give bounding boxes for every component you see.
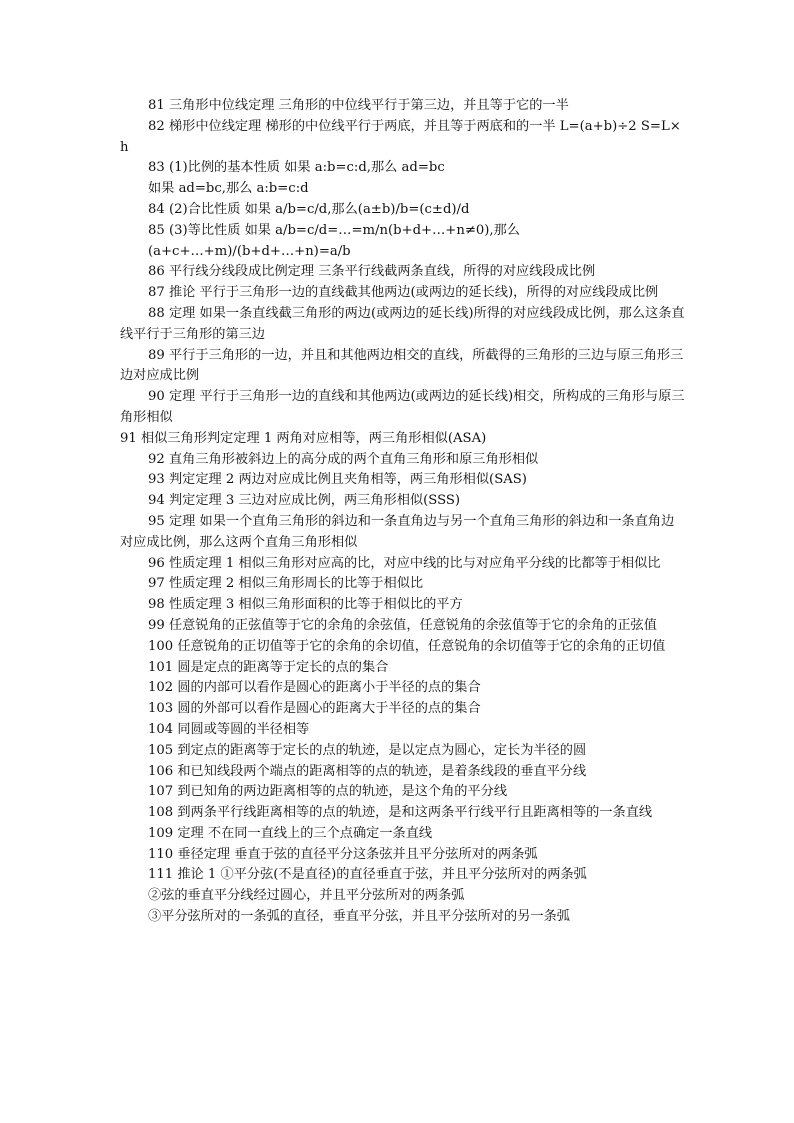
theorem-paragraph: 92 直角三角形被斜边上的高分成的两个直角三角形和原三角形相似	[148, 451, 539, 467]
theorem-paragraph: 94 判定定理 3 三边对应成比例，两三角形相似(SSS)	[148, 493, 461, 509]
theorem-paragraph: 109 定理 不在同一直线上的三个点确定一条直线	[148, 825, 433, 841]
theorem-paragraph: 95 定理 如果一个直角三角形的斜边和一条直角边与另一个直角三角形的斜边和一条直角边对应成比例，那么这两个直角三角形相似	[120, 513, 675, 550]
theorem-paragraph: 104 同圆或等圆的半径相等	[148, 721, 310, 737]
theorem-paragraph: ③平分弦所对的一条弧的直径，垂直平分弦，并且平分弦所对的另一条弧	[148, 909, 570, 925]
theorem-paragraph: 90 定理 平行于三角形一边的直线和其他两边(或两边的延长线)相交，所构成的三角形与原三角形相似	[120, 389, 685, 425]
theorem-paragraph: 96 性质定理 1 相似三角形对应高的比，对应中线的比与对应角平分线的比都等于相似比	[148, 555, 661, 571]
theorem-paragraph: (a+c+…+m)/(b+d+…+n)=a/b	[148, 243, 351, 259]
theorem-paragraph: 102 圆的内部可以看作是圆心的距离小于半径的点的集合	[148, 680, 481, 696]
theorem-paragraph: 89 平行于三角形的一边，并且和其他两边相交的直线，所截得的三角形的三边与原三角形三边对应成比例	[120, 347, 684, 384]
theorem-paragraph: 110 垂径定理 垂直于弦的直径平分这条弦并且平分弦所对的两条弧	[148, 846, 538, 862]
theorem-paragraph: 101 圆是定点的距离等于定长的点的集合	[148, 659, 389, 675]
theorem-paragraph: 86 平行线分线段成比例定理 三条平行线截两条直线，所得的对应线段成比例	[148, 264, 596, 280]
theorem-paragraph: 82 梯形中位线定理 梯形的中位线平行于两底，并且等于两底和的一半 L=(a+b)÷2 S=L×h	[120, 118, 681, 155]
theorem-paragraph: 83 (1)比例的基本性质 如果 a:b=c:d,那么 ad=bc	[148, 160, 445, 176]
theorem-paragraph: 87 推论 平行于三角形一边的直线截其他两边(或两边的延长线)，所得的对应线段成比例	[148, 285, 659, 301]
theorem-paragraph: 103 圆的外部可以看作是圆心的距离大于半径的点的集合	[148, 701, 481, 717]
theorem-paragraph: 85 (3)等比性质 如果 a/b=c/d=…=m/n(b+d+…+n≠0),那么	[148, 222, 520, 238]
document-page	[120, 96, 686, 928]
theorem-paragraph: 106 和已知线段两个端点的距离相等的点的轨迹，是着条线段的垂直平分线	[148, 763, 587, 779]
theorem-paragraph: 111 推论 1 ①平分弦(不是直径)的直径垂直于弦，并且平分弦所对的两条弧	[148, 867, 587, 883]
theorem-paragraph: 如果 ad=bc,那么 a:b=c:d	[148, 181, 309, 197]
theorem-paragraph: 91 相似三角形判定定理 1 两角对应相等，两三角形相似(ASA)	[120, 430, 487, 446]
theorem-paragraph: 107 到已知角的两边距离相等的点的轨迹，是这个角的平分线	[148, 784, 508, 800]
theorem-paragraph: 100 任意锐角的正切值等于它的余角的余切值，任意锐角的余切值等于它的余角的正切值	[148, 638, 666, 654]
theorem-paragraph: 108 到两条平行线距离相等的点的轨迹，是和这两条平行线平行且距离相等的一条直线	[148, 805, 653, 821]
theorem-paragraph: 99 任意锐角的正弦值等于它的余角的余弦值，任意锐角的余弦值等于它的余角的正弦值	[148, 617, 657, 633]
theorem-paragraph: 84 (2)合比性质 如果 a/b=c/d,那么(a±b)/b=(c±d)/d	[148, 201, 470, 217]
theorem-paragraph: ②弦的垂直平分线经过圆心，并且平分弦所对的两条弧	[148, 888, 465, 904]
theorem-paragraph: 105 到定点的距离等于定长的点的轨迹，是以定点为圆心，定长为半径的圆	[148, 742, 587, 758]
theorem-paragraph: 98 性质定理 3 相似三角形面积的比等于相似比的平方	[148, 597, 463, 613]
theorem-paragraph: 97 性质定理 2 相似三角形周长的比等于相似比	[148, 576, 424, 592]
theorem-paragraph: 81 三角形中位线定理 三角形的中位线平行于第三边，并且等于它的一半	[148, 98, 569, 113]
theorem-paragraph: 93 判定定理 2 两边对应成比例且夹角相等，两三角形相似(SAS)	[148, 472, 527, 488]
theorem-paragraph: 88 定理 如果一条直线截三角形的两边(或两边的延长线)所得的对应线段成比例，那么这条直线平行于三角形的第三边	[120, 305, 685, 342]
